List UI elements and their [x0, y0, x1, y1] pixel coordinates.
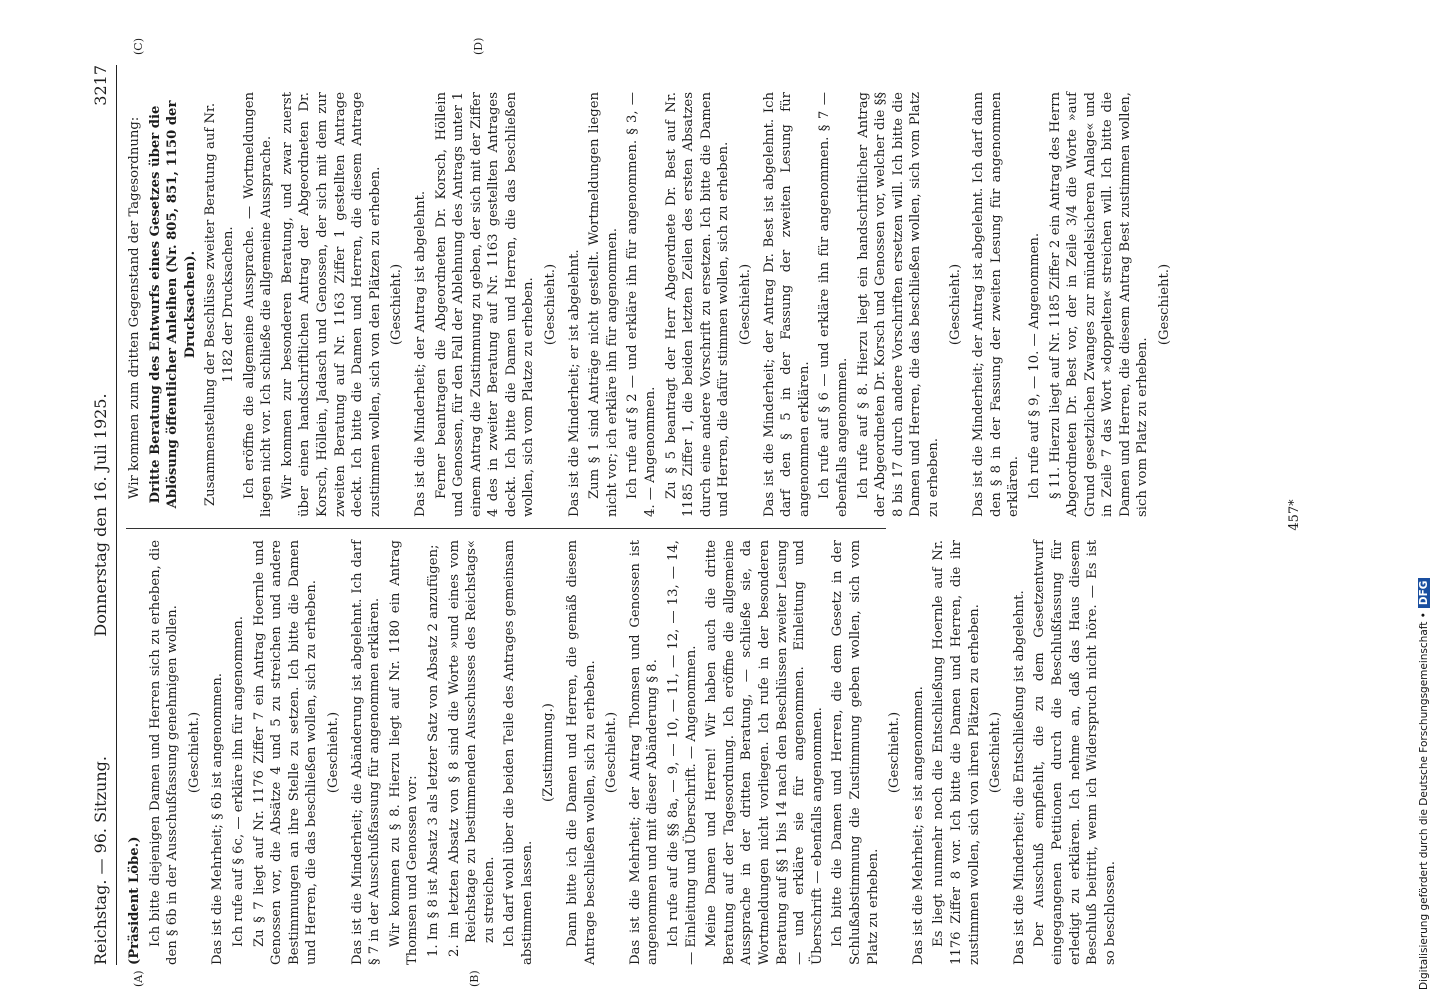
note: (Geschieht.) — [389, 263, 405, 346]
paragraph: Das ist die Minderheit; die Abänderung ist abgelehnt. Ich darf § 7 in der Ausschußfassung für angenommen erklären. — [349, 540, 383, 965]
paragraph: Ich rufe auf § 2 — und erkläre ihn für angenommen. § 3, — 4. — Angenommen. — [625, 92, 659, 517]
paragraph: Der Ausschuß empfiehlt, die zu dem Gesetzentwurf eingegangenen Petitionen durch die Beschlußfassung für erledigt zu erklären. Ich nehme an, daß das Haus diesem Beschluß beitritt, wenn ich Widerspruch nicht höre. — Es ist so beschlossen. — [1032, 540, 1118, 965]
note: (Geschieht.) — [738, 263, 753, 346]
page-signature: 457* — [1287, 499, 1302, 531]
paragraph: Ich bitte diejenigen Damen und Herren sich zu erheben, die den § 6b in der Ausschußfassung genehmigen wollen. — [147, 540, 181, 965]
paragraph: Ich bitte die Damen und Herren, die dem Gesetz in der Schlußabstimmung die Zustimmung geben wollen, sich vom Platz zu erheben. — [830, 540, 881, 965]
agenda-subtitle: Zusammenstellung der Beschlüsse zweiter Beratung auf Nr. 1182 der Drucksachen. — [203, 102, 236, 507]
paragraph: Ich eröffne die allgemeine Aussprache. — Wortmeldungen liegen nicht vor. Ich schließe die allgemeine Aussprache. — [241, 92, 275, 517]
paragraph: Zum § 1 sind Anträge nicht gestellt. Wortmeldungen liegen nicht vor; ich erkläre ihn für angenommen. — [587, 92, 620, 517]
note: (Geschieht.) — [887, 711, 903, 794]
margin-mark-d: (D) — [472, 37, 485, 55]
column-divider — [126, 528, 886, 529]
note: (Geschieht.) — [1157, 263, 1173, 346]
paragraph: Das ist die Minderheit; die Entschließung ist abgelehnt. — [1011, 590, 1027, 965]
document-page — [90, 37, 1330, 987]
note: (Geschieht.) — [947, 263, 963, 346]
agenda-title: Dritte Beratung des Entwurfs eines Gesetzes über die Ablösung öffentlicher Anleihen (Nr. 805, 851, 1150 der Drucksachen). — [147, 100, 198, 509]
paragraph: Wir kommen zu § 8. Hierzu liegt auf Nr. 1180 ein Antrag Thomsen und Genossen vor: — [387, 540, 421, 965]
paragraph: Das ist die Minderheit; er ist abgelehnt. — [566, 249, 582, 517]
note: (Zustimmung.) — [541, 703, 557, 802]
paragraph: Ich darf wohl über die beiden Teile des Antrages gemeinsam abstimmen lassen. — [502, 540, 535, 965]
dfg-logo: DFG — [1418, 578, 1430, 609]
list-item: 2. im letzten Absatz von § 8 sind die Worte »und eines vom Reichstage zu bestimmenden Ausschusses des Reichstags« zu streichen. — [446, 540, 497, 957]
paragraph: § 11. Hierzu liegt auf Nr. 1185 Ziffer 2 ein Antrag des Herrn Abgeordneten Dr. Best vor, der in Zeile 3/4 die Worte »auf Grund gesetzlichen Zwanges zur mündelsicheren Anlage« und in Zeile 7 das Wort »doppelten« streichen will. Ich bitte die Damen und Herren, die diesem Antrag Best zustimmen wollen, sich vom Platz zu erheben. — [1047, 92, 1151, 517]
left-column — [126, 540, 1122, 965]
margin-mark-a: (A) — [132, 970, 145, 987]
paragraph: Ich rufe auf § 9, — 10. — Angenommen. — [1026, 232, 1042, 499]
right-column — [126, 92, 1180, 517]
paragraph: Das ist die Minderheit; der Antrag ist abgelehnt. Ich darf dann den § 8 in der Fassung der zweiten Lesung für angenommen erklären. — [971, 92, 1022, 517]
margin-mark-b: (B) — [468, 970, 481, 987]
paragraph: Zu § 7 liegt auf Nr. 1176 Ziffer 7 ein Antrag Hoernle und Genossen vor, die Absätze 4 und 5 zu streichen und andere Bestimmungen an ihre Stelle zu setzen. Ich bitte die Damen und Herren, die das beschließen wollen, sich zu erheben. — [251, 540, 320, 965]
header-left: Reichstag. — 96. Sitzung. — [91, 756, 110, 965]
note: (Geschieht.) — [543, 263, 559, 346]
paragraph: Ich rufe auf § 6 — und erkläre ihn für angenommen. § 7 — ebenfalls angenommen. — [817, 92, 850, 517]
paragraph: Wir kommen zum dritten Gegenstand der Tagesordnung: — [127, 116, 142, 499]
page-header — [90, 65, 117, 965]
paragraph: Ferner beantragen die Abgeordneten Dr. Korsch, Höllein und Genossen, für den Fall der Ablehnung des Antrags unter 1 einem Antrag die Zustimmung zu geben, der sich mit der Ziffer 4 des in zweiter Beratung auf Nr. 1163 gestellten Antrages deckt. Ich bitte die Damen und Herren, die das beschließen wollen, sich vom Platze zu erheben. — [433, 92, 537, 517]
note: (Geschieht.) — [186, 711, 202, 794]
paragraph: Ich rufe auf die §§ 8a, — 9, — 10, — 11, — 12, — 13, — 14, — Einleitung und Überschrift. — Angenommen. — [666, 540, 699, 965]
note: (Geschieht.) — [604, 711, 620, 794]
paragraph: Es liegt nunmehr noch die Entschließung Hoernle auf Nr. 1176 Ziffer 8 vor. Ich bitte die Damen und Herren, die ihr zustimmen wollen, sich von ihren Plätzen zu erheben. — [931, 540, 982, 965]
note: (Geschieht.) — [325, 711, 341, 794]
paragraph: Das ist die Mehrheit; § 6b ist angenommen. — [210, 673, 226, 965]
paragraph: Das ist die Minderheit; der Antrag ist abgelehnt. — [412, 190, 428, 517]
paragraph: Wir kommen zur besonderen Beratung, und zwar zuerst über einen handschriftlichen Antrag der Abgeordneten Dr. Korsch, Höllein, Jadasch und Genossen, der sich mit dem zur zweiten Beratung auf Nr. 1163 Ziffer 1 gestellten Antrage deckt. Ich bitte die Damen und Herren, die diesem Antrage zustimmen wollen, sich von den Plätzen zu erheben. — [279, 92, 383, 517]
paragraph: Das ist die Minderheit; der Antrag Dr. Best ist abgelehnt. Ich darf den § 5 in der Fassung der zweiten Lesung für angenommen erklären. — [761, 92, 812, 517]
margin-mark-c: (C) — [132, 38, 145, 55]
funding-credit — [1418, 0, 1434, 990]
paragraph: Meine Damen und Herren! Wir haben auch die dritte Beratung auf der Tagesordnung. Ich eröffne die allgemeine Aussprache in der dritten Beratung, — schließe sie, da Wortmeldungen nicht vorliegen. Ich rufe in der besonderen Beratung auf §§ 1 bis 14 nach den Beschlüssen zweiter Lesung — und erkläre sie für angenommen. Einleitung und Überschrift — ebenfalls angenommen. — [704, 540, 825, 965]
paragraph: Dann bitte ich die Damen und Herren, die gemäß diesem Antrage beschließen wollen, sich zu erheben. — [565, 540, 598, 965]
paragraph: Ich rufe auf § 8. Hierzu liegt ein handschriftlicher Antrag der Abgeordneten Dr. Korsch und Genossen vor, welcher die §§ 8 bis 17 durch andere Vorschriften ersetzen will. Ich bitte die Damen und Herren, die das beschließen wollen, sich vom Platz zu erheben. — [855, 92, 941, 517]
page-number: 3217 — [91, 65, 110, 106]
funding-credit-text: Digitalisierung gefördert durch die Deutsche Forschungsgemeinschaft • — [1418, 612, 1430, 990]
note: (Geschieht.) — [988, 711, 1004, 794]
paragraph: Das ist die Mehrheit; es ist angenommen. — [910, 686, 926, 965]
paragraph: Das ist die Mehrheit; der Antrag Thomsen und Genossen ist angenommen und mit dieser Abänderung § 8. — [627, 540, 661, 965]
paragraph: Zu § 5 beantragt der Herr Abgeordnete Dr. Best auf Nr. 1185 Ziffer 1, die beiden letzten Zeilen des ersten Absatzes durch eine andere Vorschrift zu ersetzen. Ich bitte die Damen und Herren, die dafür stimmen wollen, sich zu erheben. — [663, 92, 732, 517]
speaker-label: (Präsident Löbe.) — [127, 836, 142, 965]
header-date: Donnerstag den 16. Juli 1925. — [91, 393, 110, 637]
list-item: 1. Im § 8 ist Absatz 3 als letzter Satz von Absatz 2 anzufügen; — [425, 544, 441, 957]
paragraph: Ich rufe auf § 6c, — erkläre ihn für angenommen. — [230, 616, 246, 947]
